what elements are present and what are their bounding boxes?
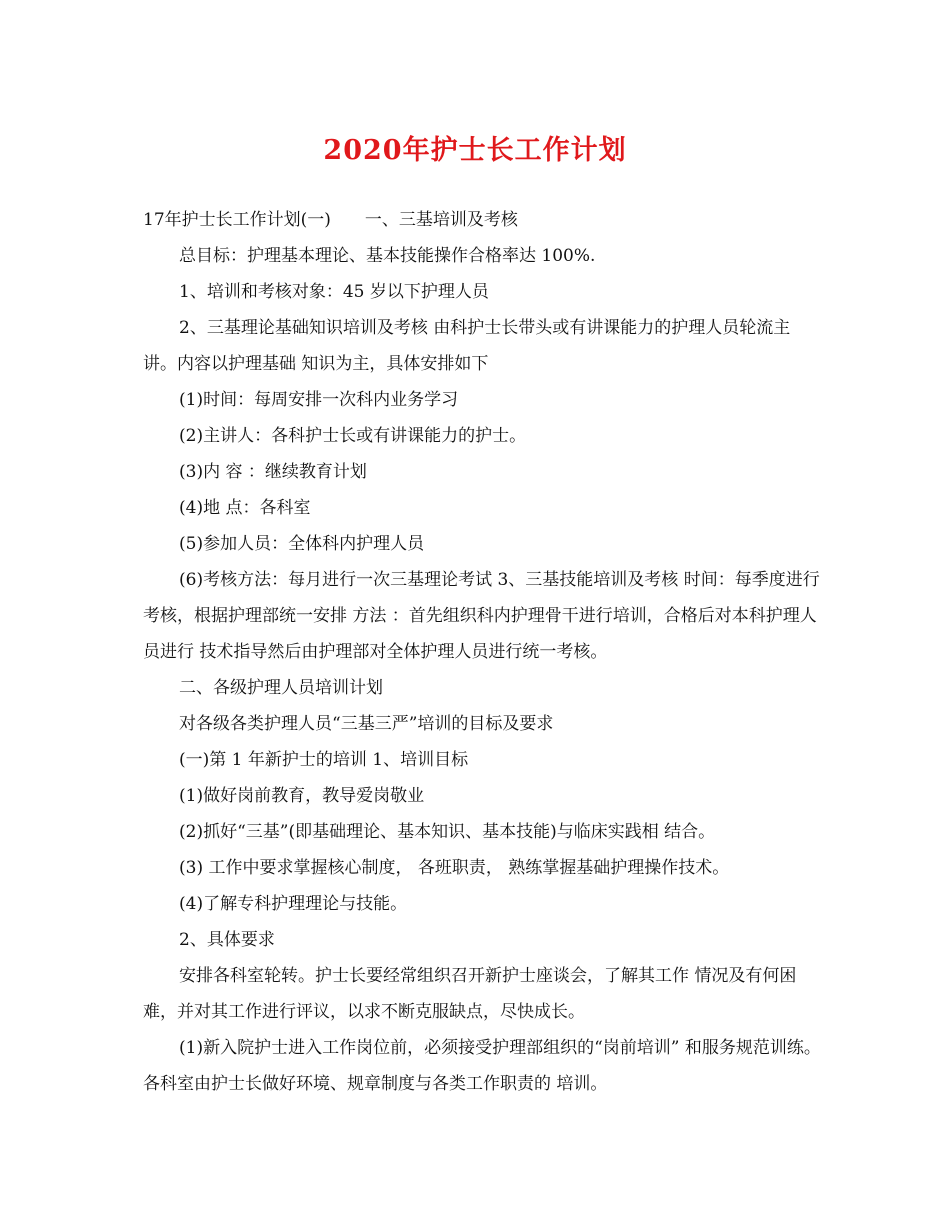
paragraph-item-3: (3) 工作中要求掌握核心制度， 各班职责， 熟练掌握基础护理操作技术。 [179,858,730,878]
paragraph-time: (1)时间：每周安排一次科内业务学习 [179,390,459,410]
paragraph-speaker: (2)主讲人：各科护士长或有讲课能力的护士。 [179,426,527,446]
paragraph-goals-requirements: 对各级各类护理人员“三基三严”培训的目标及要求 [179,714,554,734]
paragraph-content: (3)内 容 ：继续教育计划 [179,462,367,482]
paragraph-participants: (5)参加人员：全体科内护理人员 [179,534,425,554]
paragraph-specific-requirements: 2、具体要求 [179,930,275,950]
paragraph-first-year-training: (一)第 1 年新护士的培训 1、培训目标 [179,750,469,770]
paragraph-assessment-method: (6)考核方法：每月进行一次三基理论考试 3、三基技能培训及考核 时间：每季度进行考核，根据护理部统一安排 方法 ：首先组织科内护理骨干进行培训，合格后对本科护理人员进行 技术指导然后由护理部对全体护理人员进行统一考核。 [143,570,820,662]
paragraph-training-target: 1、培训和考核对象：45 岁以下护理人员 [179,282,489,302]
paragraph-rotation: 安排各科室轮转。护士长要经常组织召开新护士座谈会，了解其工作 情况及有何困难，并对其工作进行评议，以求不断克服缺点，尽快成长。 [143,966,797,1022]
document-title: 2020年护士长工作计划 [323,135,627,166]
paragraph-item-4: (4)了解专科护理理论与技能。 [179,894,408,914]
paragraph-intro-heading: 17年护士长工作计划(一) 一、三基培训及考核 [143,210,518,230]
document-body [143,202,823,1102]
paragraph-item-2: (2)抓好“三基”(即基础理论、基本知识、基本技能)与临床实践相 结合。 [179,822,716,842]
paragraph-item-1: (1)做好岗前教育，教导爱岗敬业 [179,786,425,806]
paragraph-pre-job-training: (1)新入院护士进入工作岗位前，必须接受护理部组织的“岗前培训” 和服务规范训练。各科室由护士长做好环境、规章制度与各类工作职责的 培训。 [143,1038,821,1094]
paragraph-section-two-heading: 二、各级护理人员培训计划 [179,678,383,698]
paragraph-overall-goal: 总目标：护理基本理论、基本技能操作合格率达 100%. [179,246,596,266]
paragraph-location: (4)地 点：各科室 [179,498,311,518]
paragraph-theory-training: 2、三基理论基础知识培训及考核 由科护士长带头或有讲课能力的护理人员轮流主讲。内容以护理基础 知识为主，具体安排如下 [143,318,791,374]
